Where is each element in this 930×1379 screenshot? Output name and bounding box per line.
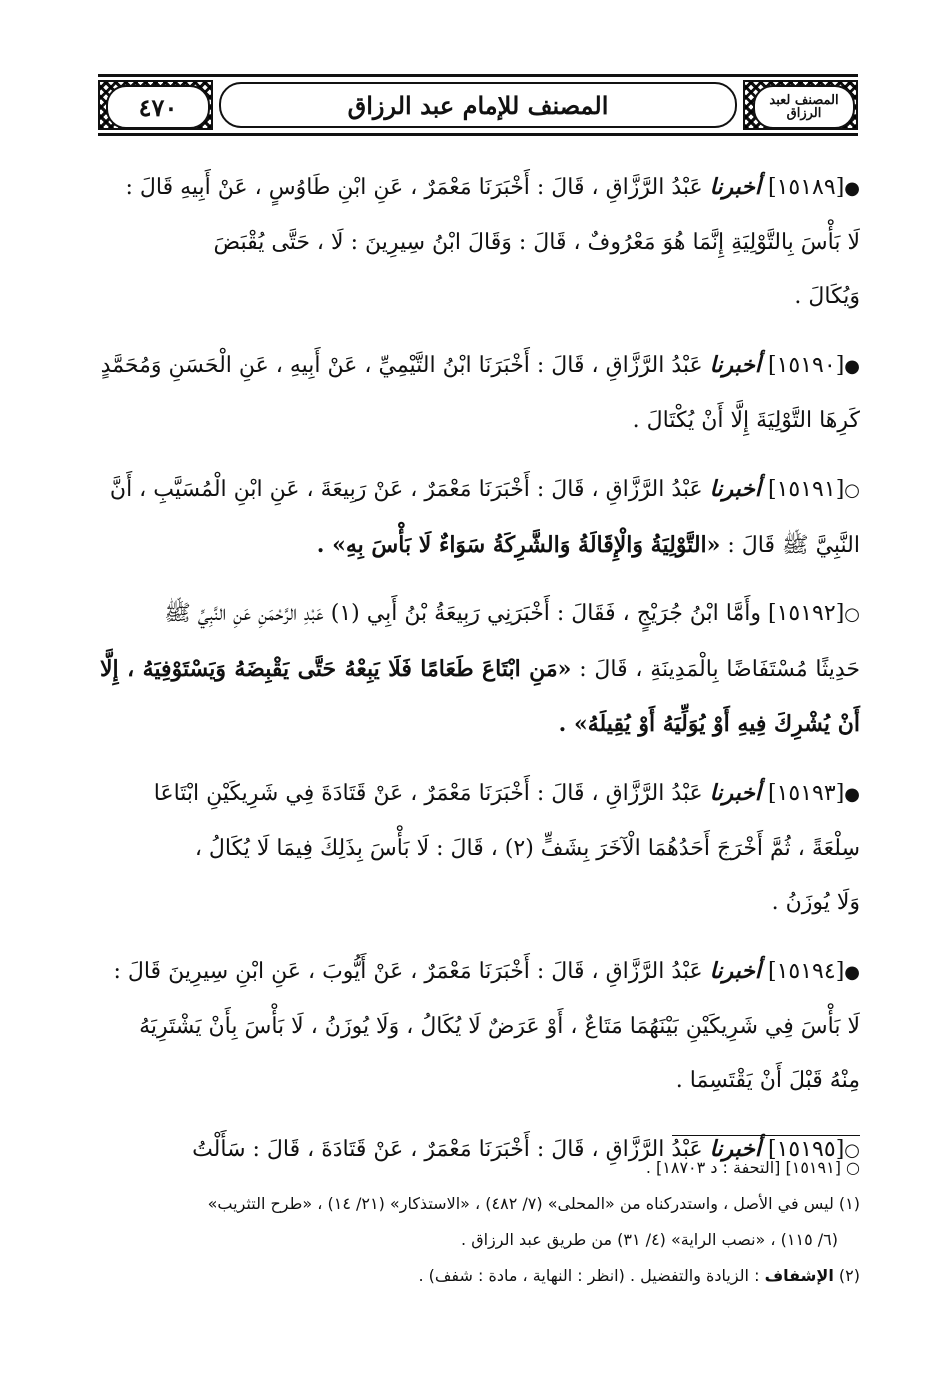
footnote-1-continued: (٦/ ١١٥) ، «نصب الراية» (٤/ ٣١) من طريق عبد الرزاق . <box>461 1230 838 1249</box>
entry-marker: ● <box>844 962 860 983</box>
entry-line: وَيُكَالَ . <box>794 284 860 309</box>
running-title: المصنف للإمام عبد الرزاق <box>219 82 737 128</box>
entry-marker: ● <box>844 178 860 199</box>
footnote-2-number: (٢) <box>838 1266 860 1285</box>
entry-line <box>100 642 860 752</box>
header-ornament-left <box>98 80 213 130</box>
entry-number: [١٥١٩٥] <box>768 1137 845 1162</box>
entry-text: عَبْدُ الرَّزَّاقِ ، قَالَ : أَخْبَرَنَا مَعْمَرٌ ، عَنْ قَتَادَةَ فِي شَرِيكَيْنِ ابْتَاعَا <box>153 781 703 806</box>
entry-text: عَبْدُ الرَّزَّاقِ ، قَالَ : أَخْبَرَنَا مَعْمَرٌ ، عَنْ رَبِيعَةَ ، عَنِ ابْنِ الْمُسَيَّبِ ، أَنَّ <box>109 477 703 502</box>
akhbarana-abbrev: أخبرنا <box>709 780 761 806</box>
entry-line <box>100 766 860 822</box>
akhbarana-abbrev: أخبرنا <box>709 476 761 502</box>
entry-marker: ○ <box>844 480 860 501</box>
entry-number: [١٥١٩٢] <box>768 601 845 626</box>
entry-number: [١٥١٩٠] <box>768 353 845 378</box>
entry-text: وأَمَّا ابْنُ جُرَيْجٍ ، فَقَالَ : أَخْبَرَنِي رَبِيعَةُ بْنُ أَبِي (١) عَبْدِ الرَّحْمَنِ عَنِ النَّبِيِّ ﷺ <box>164 601 761 626</box>
entry-number: [١٥١٩١] <box>768 477 845 502</box>
entry-number: [١٥١٩٤] <box>768 959 845 984</box>
entry-marker: ● <box>844 356 860 377</box>
entry-15194 <box>100 944 860 1108</box>
akhbarana-abbrev: أخبرنا <box>709 352 761 378</box>
entry-line: كَرِهَا التَّوْلِيَةَ إِلَّا أَنْ يُكْتَالَ . <box>632 408 860 433</box>
entry-line <box>100 160 860 216</box>
akhbarana-abbrev: أخبرنا <box>709 1136 761 1162</box>
entry-line <box>100 518 860 573</box>
footnote-2 <box>100 1258 860 1294</box>
entry-line <box>100 587 860 642</box>
entry-line: وَلَا يُوزَنُ . <box>771 890 860 915</box>
header-ornament-right <box>743 80 858 130</box>
footnote-2-text: : الزيادة والتفضيل . (انظر : النهاية ، مادة : شفف) . <box>418 1266 760 1285</box>
book-medallion-logo: المصنف لعبد الرزاق <box>753 85 855 129</box>
entry-line <box>100 462 860 518</box>
entry-15193 <box>100 766 860 930</box>
entry-marker: ○ <box>844 1140 860 1161</box>
entry-line: لَا بَأْسَ بِالتَّوْلِيَةِ إِنَّمَا هُوَ مَعْرُوفٌ ، قَالَ : وَقَالَ ابْنُ سِيرِينَ : لَا ، حَتَّى يُقْبَضَ <box>213 230 860 255</box>
entry-line <box>100 944 860 1000</box>
page-number: ٤٧٠ <box>106 85 210 129</box>
entry-15190 <box>100 338 860 448</box>
entry-marker: ○ <box>844 604 860 625</box>
footnotes <box>100 1150 860 1294</box>
tuhfa-reference: ○ [١٥١٩١] [التحفة : د ١٨٧٠٣] . <box>645 1158 860 1177</box>
entry-text: عَبْدُ الرَّزَّاقِ ، قَالَ : أَخْبَرَنَا مَعْمَرٌ ، عَنْ أَيُّوبَ ، عَنِ ابْنِ سِيرِينَ قَالَ : <box>113 959 703 984</box>
akhbarana-abbrev: أخبرنا <box>709 174 761 200</box>
hadith-text: «التَّوْلِيَةُ وَالْإِقَالَةُ وَالشَّرِكَةُ سَوَاءٌ لَا بَأْسَ بِهِ» . <box>316 532 721 558</box>
entry-15191 <box>100 462 860 573</box>
entry-number: [١٥١٨٩] <box>768 175 845 200</box>
akhbarana-abbrev: أخبرنا <box>709 958 761 984</box>
entry-text: عَبْدُ الرَّزَّاقِ ، قَالَ : أَخْبَرَنَا ابْنُ التَّيْمِيِّ ، عَنْ أَبِيهِ ، عَنِ الْحَسَنِ وَمُحَمَّدٍ <box>100 353 703 378</box>
entry-15192 <box>100 587 860 752</box>
entry-line: مِنْهُ قَبْلَ أَنْ يَقْتَسِمَا . <box>675 1068 860 1093</box>
entry-text: النَّبِيَّ ﷺ قَالَ : <box>727 533 860 558</box>
entry-text: حَدِيثًا مُسْتَفَاضًا بِالْمَدِينَةِ ، قَالَ : <box>579 657 860 682</box>
footnote-2-term: الإشفاف <box>764 1266 834 1285</box>
main-text <box>100 160 860 1192</box>
entry-line <box>100 338 860 394</box>
footnote-1: (١) ليس في الأصل ، واستدركناه من «المحلى» (٧/ ٤٨٢) ، «الاستذكار» (٢١/ ١٤) ، «طرح التثريب» <box>207 1194 860 1213</box>
entry-line: لَا بَأْسَ فِي شَرِيكَيْنِ بَيْنَهُمَا مَتَاعٌ ، أَوْ عَرَضٌ لَا يُكَالُ ، وَلَا يُوزَنُ ، لَا بَأْسَ بِأَنْ يَشْتَرِيَهُ <box>139 1014 860 1039</box>
footnote-divider <box>672 1135 860 1136</box>
entry-number: [١٥١٩٣] <box>768 781 845 806</box>
entry-marker: ● <box>844 784 860 805</box>
entry-text: عَبْدُ الرَّزَّاقِ ، قَالَ : أَخْبَرَنَا مَعْمَرٌ ، عَنْ قَتَادَةَ ، قَالَ : سَأَلْتُ <box>192 1137 703 1162</box>
hadith-text: «مَنِ ابْتَاعَ طَعَامًا فَلَا يَبِعْهُ حَتَّى يَقْبِضَهُ وَيَسْتَوْفِيَهُ ، إِلَّا أَنْ يُشْرِكَ فِيهِ أَوْ يُوَلِّيَهُ أَوْ يُقِيلَهُ» . <box>100 656 860 737</box>
entry-15189 <box>100 160 860 324</box>
entry-text: عَبْدُ الرَّزَّاقِ ، قَالَ : أَخْبَرَنَا مَعْمَرٌ ، عَنِ ابْنِ طَاوُسٍ ، عَنْ أَبِيهِ قَالَ : <box>125 175 703 200</box>
page-header <box>98 74 858 136</box>
entry-line: سِلْعَةً ، ثُمَّ أَخْرَجَ أَحَدُهُمَا الْآخَرَ بِشَفٍّ (٢) ، قَالَ : لَا بَأْسَ بِذَلِكَ فِيمَا لَا يُكَالُ ، <box>194 836 860 861</box>
